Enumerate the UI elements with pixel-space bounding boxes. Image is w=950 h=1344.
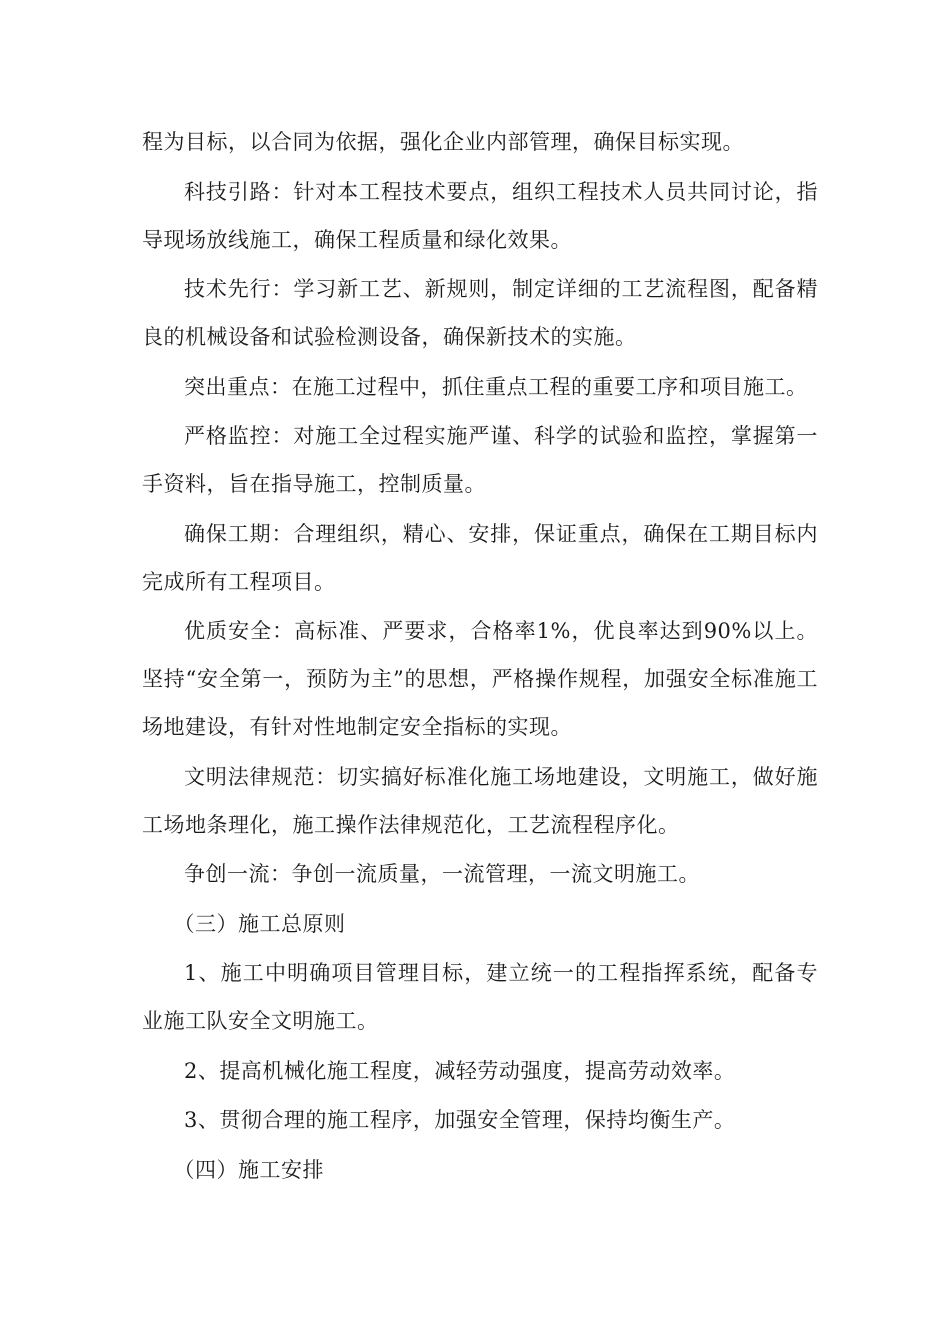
paragraph-tech-first: 技术先行：学习新工艺、新规则，制定详细的工艺流程图，配备精良的机械设备和试验检测设备，确保新技术的实施。 xyxy=(142,277,818,349)
section-heading-arrangement: （四）施工安排 xyxy=(173,1157,324,1182)
list-item-principle-1: 1、施工中明确项目管理目标，建立统一的工程指挥系统，配备专业施工队安全文明施工。 xyxy=(142,961,818,1033)
paragraph-key-points: 突出重点：在施工过程中，抓住重点工程的重要工序和项目施工。 xyxy=(184,374,808,399)
section-heading-general-principles: （三）施工总原则 xyxy=(173,911,346,936)
paragraph-strict-monitoring: 严格监控：对施工全过程实施严谨、科学的试验和监控，掌握第一手资料，旨在指导施工，控制质量。 xyxy=(142,424,818,496)
paragraph-strive-first-class: 争创一流：争创一流质量，一流管理，一流文明施工。 xyxy=(184,862,700,886)
list-item-principle-2: 2、提高机械化施工程度，减轻劳动强度，提高劳动效率。 xyxy=(184,1058,736,1083)
paragraph-civilized-norms: 文明法律规范：切实搞好标准化施工场地建设，文明施工，做好施工场地条理化，施工操作法律规范化，工艺流程程序化。 xyxy=(142,764,818,837)
list-item-principle-3: 3、贯彻合理的施工程序，加强安全管理，保持均衡生产。 xyxy=(184,1108,736,1132)
paragraph-continuation: 程为目标，以合同为依据，强化企业内部管理，确保目标实现。 xyxy=(142,130,744,154)
paragraph-tech-lead: 科技引路：针对本工程技术要点，组织工程技术人员共同讨论，指导现场放线施工，确保工程质量和绿化效果。 xyxy=(142,179,818,252)
document-body xyxy=(142,118,818,1195)
paragraph-quality-safety: 优质安全：高标准、严要求，合格率1%，优良率达到90%以上。坚持“安全第一，预防为主”的思想，严格操作规程，加强安全标准施工场地建设，有针对性地制定安全指标的实现。 xyxy=(142,619,818,739)
paragraph-schedule: 确保工期：合理组织，精心、安排，保证重点，确保在工期目标内完成所有工程项目。 xyxy=(142,521,818,594)
